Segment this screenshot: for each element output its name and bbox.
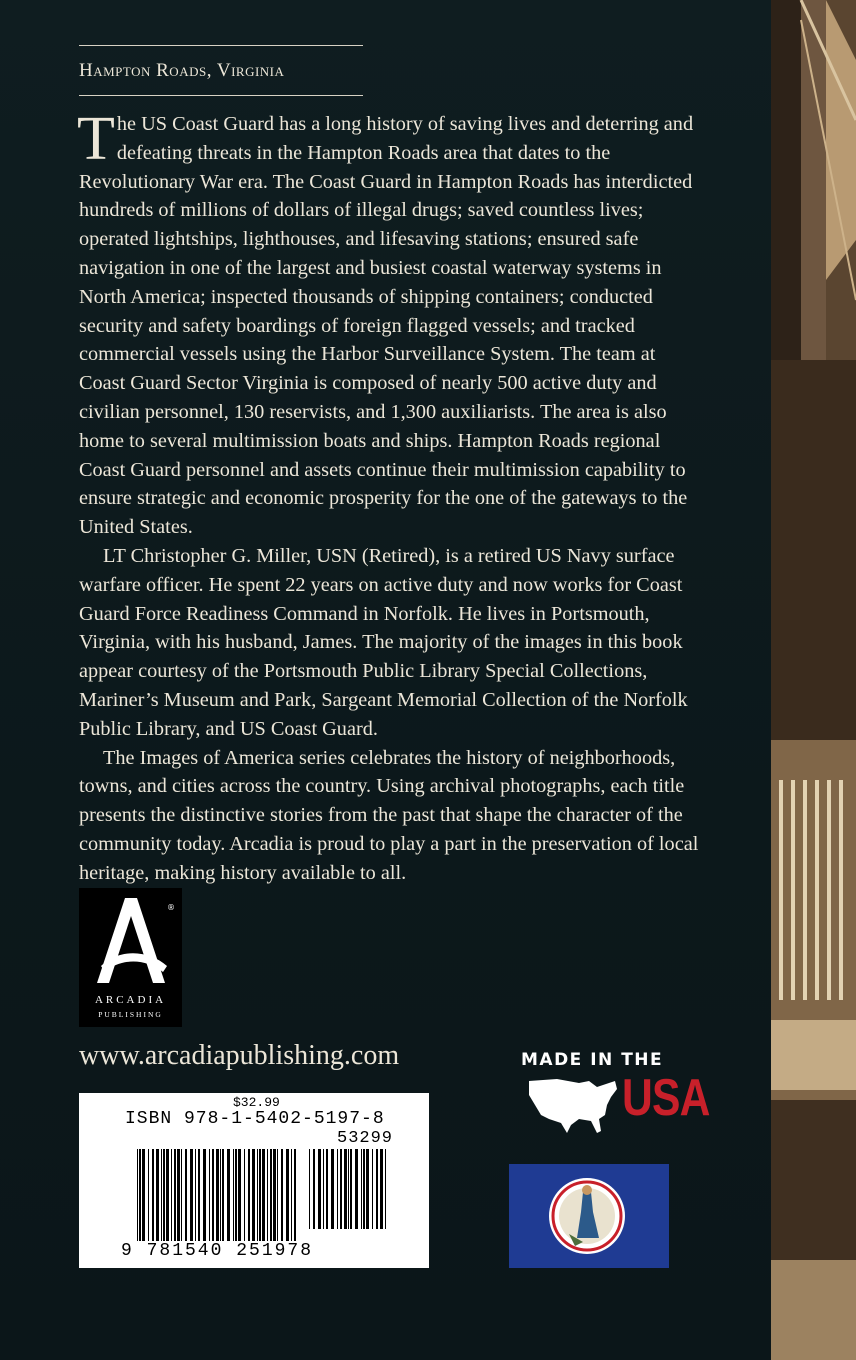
barcode-bar — [286, 1149, 289, 1241]
barcode-bar — [294, 1149, 296, 1241]
barcode-bar — [248, 1149, 250, 1241]
series-label: Hampton Roads, Virginia — [79, 60, 285, 81]
barcode-bar — [220, 1149, 221, 1241]
barcode-bar — [227, 1149, 230, 1241]
barcode-bar — [350, 1149, 352, 1229]
blurb-paragraph-1-text: he US Coast Guard has a long history of saving lives and deterring and defeating threats in the Hampton Roads area that dates to the Revolutionary War era. The Coast Guard in Hampton Roads has interdicted hundreds of millions of dollars of illegal drugs; saved countless lives; operated lightships, lighthouses, and lifesaving stations; ensured safe navigation in one of the largest and busiest coastal waterway systems in North America; inspected thousands of shipping containers; conducted security and safety boardings of foreign flagged vessels; and tracked commercial vessels using the Harbor Surveillance System. The team at Coast Guard Sector Virginia is composed of nearly 500 active duty and civilian personnel, 130 reservists, and 1,300 auxiliarists. The area is also home to several multimission boats and ships. Hampton Roads regional Coast Guard personnel and assets continue their multimission capability to ensure strategic and economic prosperity for the one of the gateways to the United States. — [79, 113, 694, 539]
barcode-bar — [156, 1149, 159, 1241]
barcode-bar — [161, 1149, 162, 1241]
isbn-digits: 9 781540 251978 — [121, 1241, 314, 1261]
barcode-bar — [177, 1149, 180, 1241]
barcode-bar — [366, 1149, 369, 1229]
arcadia-logo — [79, 888, 182, 1027]
barcode-bar — [222, 1149, 224, 1241]
barcode-bar — [318, 1149, 321, 1229]
sepia-photo — [771, 0, 856, 1360]
barcode-bar — [270, 1149, 272, 1241]
logo-subtitle: PUBLISHING — [98, 1010, 163, 1019]
barcode-bar — [291, 1149, 292, 1241]
barcode-bar — [198, 1149, 200, 1241]
barcode-bar — [337, 1149, 338, 1229]
barcode-bar — [363, 1149, 365, 1229]
isbn-label: ISBN 978-1-5402-5197-8 — [125, 1109, 385, 1129]
barcode-bar — [148, 1149, 149, 1241]
blurb-paragraph-3: The Images of America series celebrates the history of neighborhoods, towns, and cities across the country. Using archival photographs, each title presents the distinctive stories from the past that shape the character of the community today. Arcadia is proud to play a part in the preservation of local heritage, making history available to all. — [79, 746, 699, 884]
barcode-bar — [252, 1149, 255, 1241]
barcode-bar — [181, 1149, 182, 1241]
barcode-bar — [361, 1149, 362, 1229]
barcode-bar — [372, 1149, 373, 1229]
barcode-bar — [323, 1149, 324, 1229]
barcode-bar — [142, 1149, 145, 1241]
barcode-bar — [348, 1149, 349, 1229]
barcode-bar — [259, 1149, 261, 1241]
barcode-bar — [273, 1149, 276, 1241]
barcode-bar — [244, 1149, 245, 1241]
barcode-bar — [238, 1149, 241, 1241]
barcode-bar — [340, 1149, 342, 1229]
barcode-bar — [385, 1149, 386, 1229]
barcode-bar — [380, 1149, 383, 1229]
barcode-bar — [235, 1149, 237, 1241]
barcode-bar — [216, 1149, 219, 1241]
barcode-bar — [185, 1149, 187, 1241]
blurb-paragraph-1 — [77, 105, 705, 542]
arcadia-a-glyph — [79, 888, 182, 1027]
blurb — [77, 105, 705, 888]
barcode-bar — [281, 1149, 283, 1241]
barcode-bar — [267, 1149, 268, 1241]
price: $32.99 — [233, 1095, 280, 1110]
barcode-bar — [203, 1149, 206, 1241]
barcode-bar — [174, 1149, 176, 1241]
barcode-bar — [152, 1149, 154, 1241]
barcode-bar — [331, 1149, 334, 1229]
barcode-bar — [326, 1149, 328, 1229]
bottom-rule — [79, 95, 363, 96]
barcode-bar — [309, 1149, 310, 1229]
registered-mark: ® — [167, 903, 175, 912]
barcode-bar — [376, 1149, 378, 1229]
barcode-bar — [277, 1149, 278, 1241]
dropcap: T — [77, 105, 115, 173]
barcode-bar — [344, 1149, 347, 1229]
blurb-paragraph-2: LT Christopher G. Miller, USN (Retired), is a retired US Navy surface warfare officer. He spent 22 years on active duty and now works for Coast Guard Force Readiness Command in Norfolk. He lives in Portsmouth, Virginia, with his husband, James. The majority of the images in this book appear courtesy of the Portsmouth Public Library Special Collections, Mariner’s Museum and Park, Sargeant Memorial Collection of the Norfolk Public Library, and US Coast Guard. — [79, 544, 688, 740]
barcode-bar — [137, 1149, 138, 1241]
barcode-bar — [355, 1149, 358, 1229]
virginia-seal-icon — [509, 1164, 669, 1268]
barcode-bar — [233, 1149, 234, 1241]
top-rule — [79, 45, 363, 46]
barcode-bar — [139, 1149, 141, 1241]
barcode-bar — [195, 1149, 196, 1241]
barcode-bar — [209, 1149, 210, 1241]
usa-text: USA — [622, 1069, 710, 1127]
cover-photo-strip — [771, 0, 856, 1360]
barcode-bar — [257, 1149, 258, 1241]
barcode-bar — [171, 1149, 172, 1241]
virginia-flag — [509, 1164, 669, 1268]
barcode-bar — [313, 1149, 315, 1229]
barcode-bar — [212, 1149, 214, 1241]
logo-name: ARCADIA — [94, 994, 167, 1006]
barcode-bars — [137, 1149, 297, 1241]
addon-code: 53299 — [337, 1129, 394, 1148]
addon-bars — [309, 1149, 389, 1229]
barcode-bar — [190, 1149, 193, 1241]
barcode-bar — [262, 1149, 265, 1241]
publisher-url[interactable]: www.arcadiapublishing.com — [79, 1040, 400, 1071]
isbn-barcode — [79, 1093, 429, 1268]
made-in-label: MADE IN THE — [521, 1050, 664, 1070]
barcode-bar — [166, 1149, 169, 1241]
usa-map-icon — [527, 1075, 619, 1137]
barcode-bar — [163, 1149, 165, 1241]
